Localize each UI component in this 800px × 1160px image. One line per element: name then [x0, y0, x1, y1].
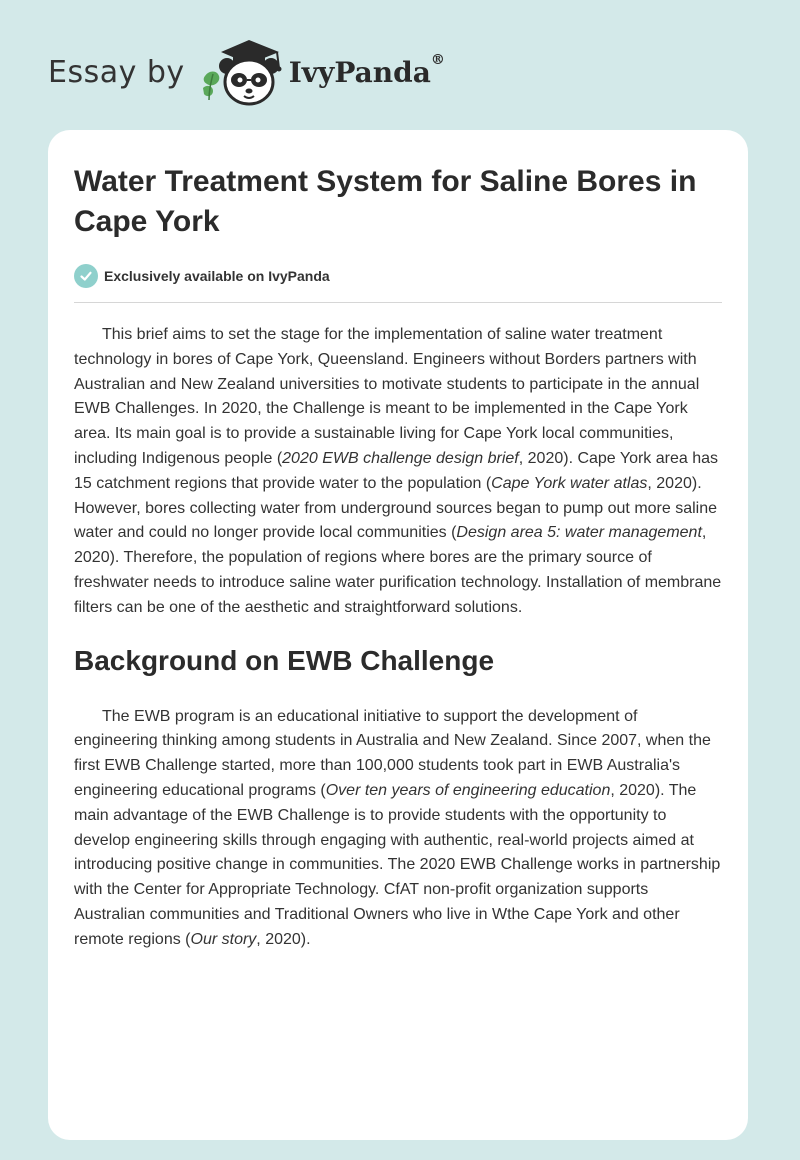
page-title: Water Treatment System for Saline Bores in Cape York	[74, 165, 697, 238]
citation: Design area 5: water management	[456, 524, 702, 542]
check-icon	[74, 264, 98, 288]
citation: Over ten years of engineering education	[325, 781, 611, 799]
section-heading: Background on EWB Challenge	[74, 644, 495, 676]
intro-paragraph: This brief aims to set the stage for the implementation of saline water treatment technology in bores of Cape York, Queensland. Engineers without Borders partners with Australian and New Zealand universities to motivate students to participate in the annual EWB Challenges. In 2020, the Challenge is meant to be implemented in the Cape York area. Its main goal is to provide a sustainable living for Cape York local communities, including Indigenous people (2020 EWB challenge design brief, 2020). Cape York area has 15 catchment regions that provide water to the population (Cape York water atlas, 2020). However, bores collecting water from underground sources began to pump out more saline water and could no longer provide local communities (Design area 5: water management, 2020). Therefore, the population of regions where bores are the primary source of freshwater needs to introduce saline water purification technology. Installation of membrane filters can be one of the aesthetic and straightforward solutions.	[74, 326, 722, 616]
essay-card	[48, 130, 748, 1140]
brand-name: IvyPanda®	[288, 51, 445, 89]
background-paragraph: The EWB program is an educational initiative to support the development of engineering thinking among students in Australia and New Zealand. Since 2007, when the first EWB Challenge started, more than 100,000 students took part in EWB Australia's engineering educational programs (Over ten years of engineering education, 2020). The main advantage of the EWB Challenge is to provide students with the opportunity to develop engineering skills through engaging with authentic, real-world projects aimed at introducing positive change in communities. The 2020 EWB Challenge works in partnership with the Center for Appropriate Technology. CfAT non-profit organization supports Australian communities and Traditional Owners who live in Wthe Cape York and other remote regions (Our story, 2020).	[74, 707, 721, 948]
citation: 2020 EWB challenge design brief	[282, 449, 519, 467]
brand-logo[interactable]	[48, 36, 445, 108]
exclusive-badge	[74, 264, 722, 303]
panda-mascot-icon	[199, 36, 287, 108]
citation: Cape York water atlas	[491, 474, 648, 492]
exclusive-badge-label: Exclusively available on IvyPanda	[104, 268, 330, 284]
citation: Our story	[190, 930, 257, 948]
brand-prefix: Essay by	[48, 54, 185, 90]
